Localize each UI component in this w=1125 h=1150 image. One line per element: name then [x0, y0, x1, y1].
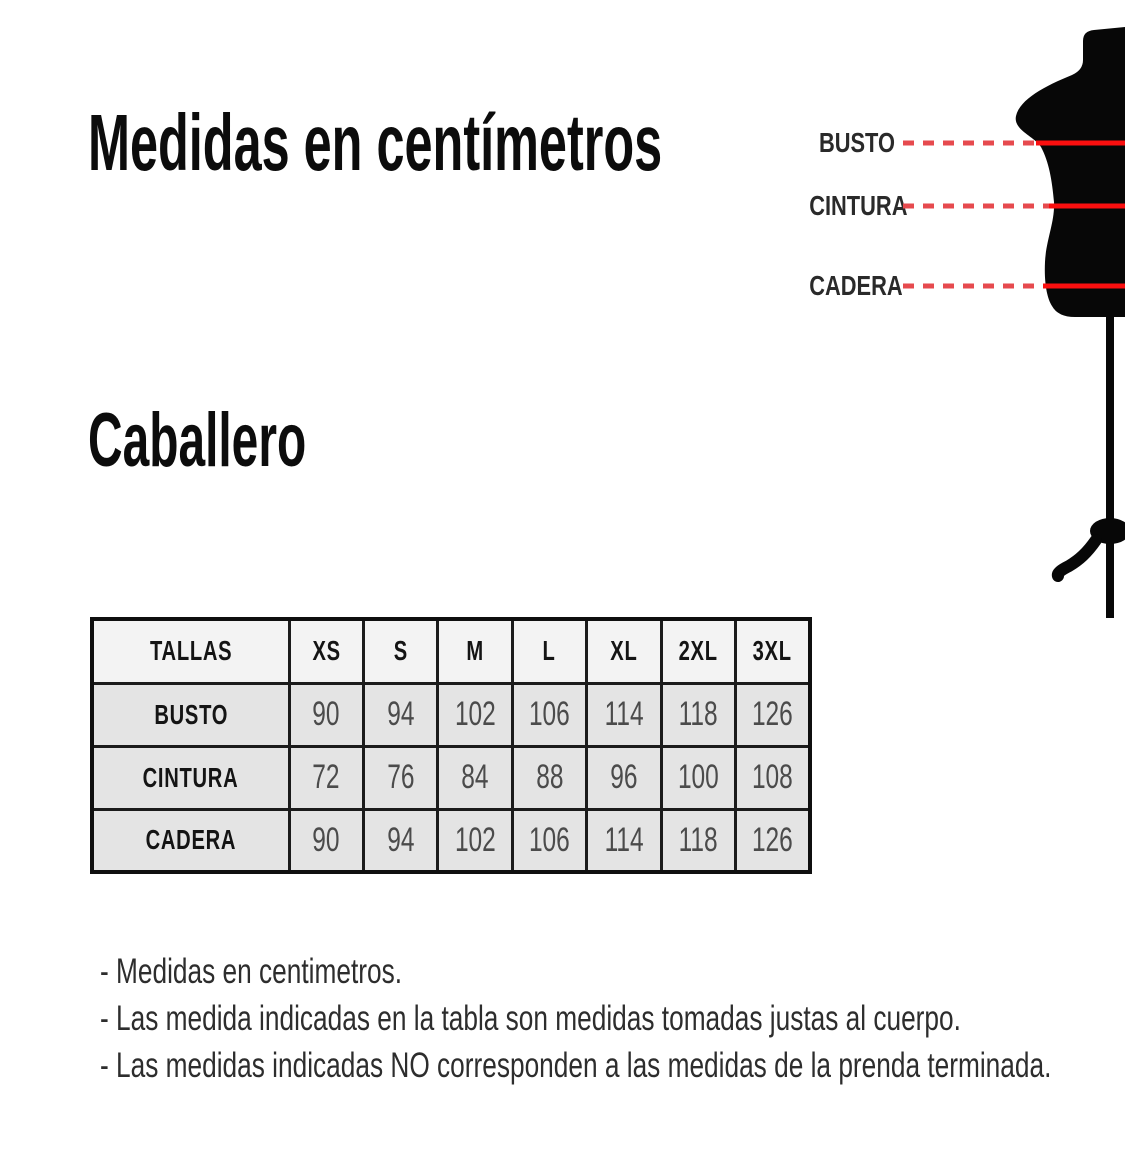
table-cell: 102	[438, 809, 512, 872]
table-header-cell	[289, 619, 363, 683]
header-m: M	[466, 635, 484, 667]
table-cell: 126	[736, 809, 810, 872]
mannequin-illustration	[790, 0, 1125, 660]
cintura-label: CINTURA	[809, 190, 908, 221]
table-row-label-cell: BUSTO	[92, 683, 289, 746]
table-row-label-cell: CINTURA	[92, 746, 289, 809]
mannequin-silhouette	[1016, 27, 1125, 317]
page-title: Medidas en centímetros	[88, 98, 663, 187]
mannequin-stand-foot	[1058, 540, 1096, 576]
table-header-cell	[363, 619, 437, 683]
table-cell: 76	[363, 746, 437, 809]
table-row-cintura	[92, 746, 810, 809]
busto-label: BUSTO	[818, 127, 895, 158]
table-row-busto	[92, 683, 810, 746]
note-line: - Las medida indicadas en la tabla son medidas tomadas justas al cuerpo.	[100, 999, 961, 1038]
table-header-cell	[92, 619, 289, 683]
header-l: L	[542, 635, 556, 667]
table-cell: 96	[587, 746, 661, 809]
mannequin-stand-pole	[1106, 310, 1114, 618]
note-line: - Medidas en centimetros.	[100, 952, 403, 991]
header-tallas: TALLAS	[149, 635, 232, 667]
table-header-cell	[512, 619, 586, 683]
table-cell: 114	[587, 683, 661, 746]
table-cell: 102	[438, 683, 512, 746]
table-row-cadera	[92, 809, 810, 872]
size-table	[90, 617, 812, 874]
header-xl: XL	[610, 635, 638, 667]
table-cell: 106	[512, 683, 586, 746]
table-cell: 94	[363, 683, 437, 746]
table-header-cell	[587, 619, 661, 683]
note-line: - Las medidas indicadas NO corresponden a las medidas de la prenda terminada.	[100, 1046, 1052, 1085]
table-cell: 90	[289, 809, 363, 872]
header-3xl: 3XL	[752, 635, 793, 667]
header-s: S	[393, 635, 408, 667]
table-cell: 118	[661, 809, 735, 872]
table-row-label-cell: CADERA	[92, 809, 289, 872]
table-cell: 88	[512, 746, 586, 809]
table-header-cell	[736, 619, 810, 683]
size-table-header-row	[92, 619, 810, 683]
table-header-cell	[438, 619, 512, 683]
table-cell: 100	[661, 746, 735, 809]
section-title-caballero: Caballero	[88, 398, 307, 483]
table-cell: 114	[587, 809, 661, 872]
cadera-label: CADERA	[809, 270, 903, 301]
table-cell: 118	[661, 683, 735, 746]
header-2xl: 2XL	[678, 635, 718, 667]
table-cell: 84	[438, 746, 512, 809]
table-cell: 90	[289, 683, 363, 746]
table-header-cell	[661, 619, 735, 683]
header-xs: XS	[312, 635, 341, 667]
table-cell: 126	[736, 683, 810, 746]
table-cell: 72	[289, 746, 363, 809]
table-cell: 106	[512, 809, 586, 872]
table-cell: 108	[736, 746, 810, 809]
table-cell: 94	[363, 809, 437, 872]
